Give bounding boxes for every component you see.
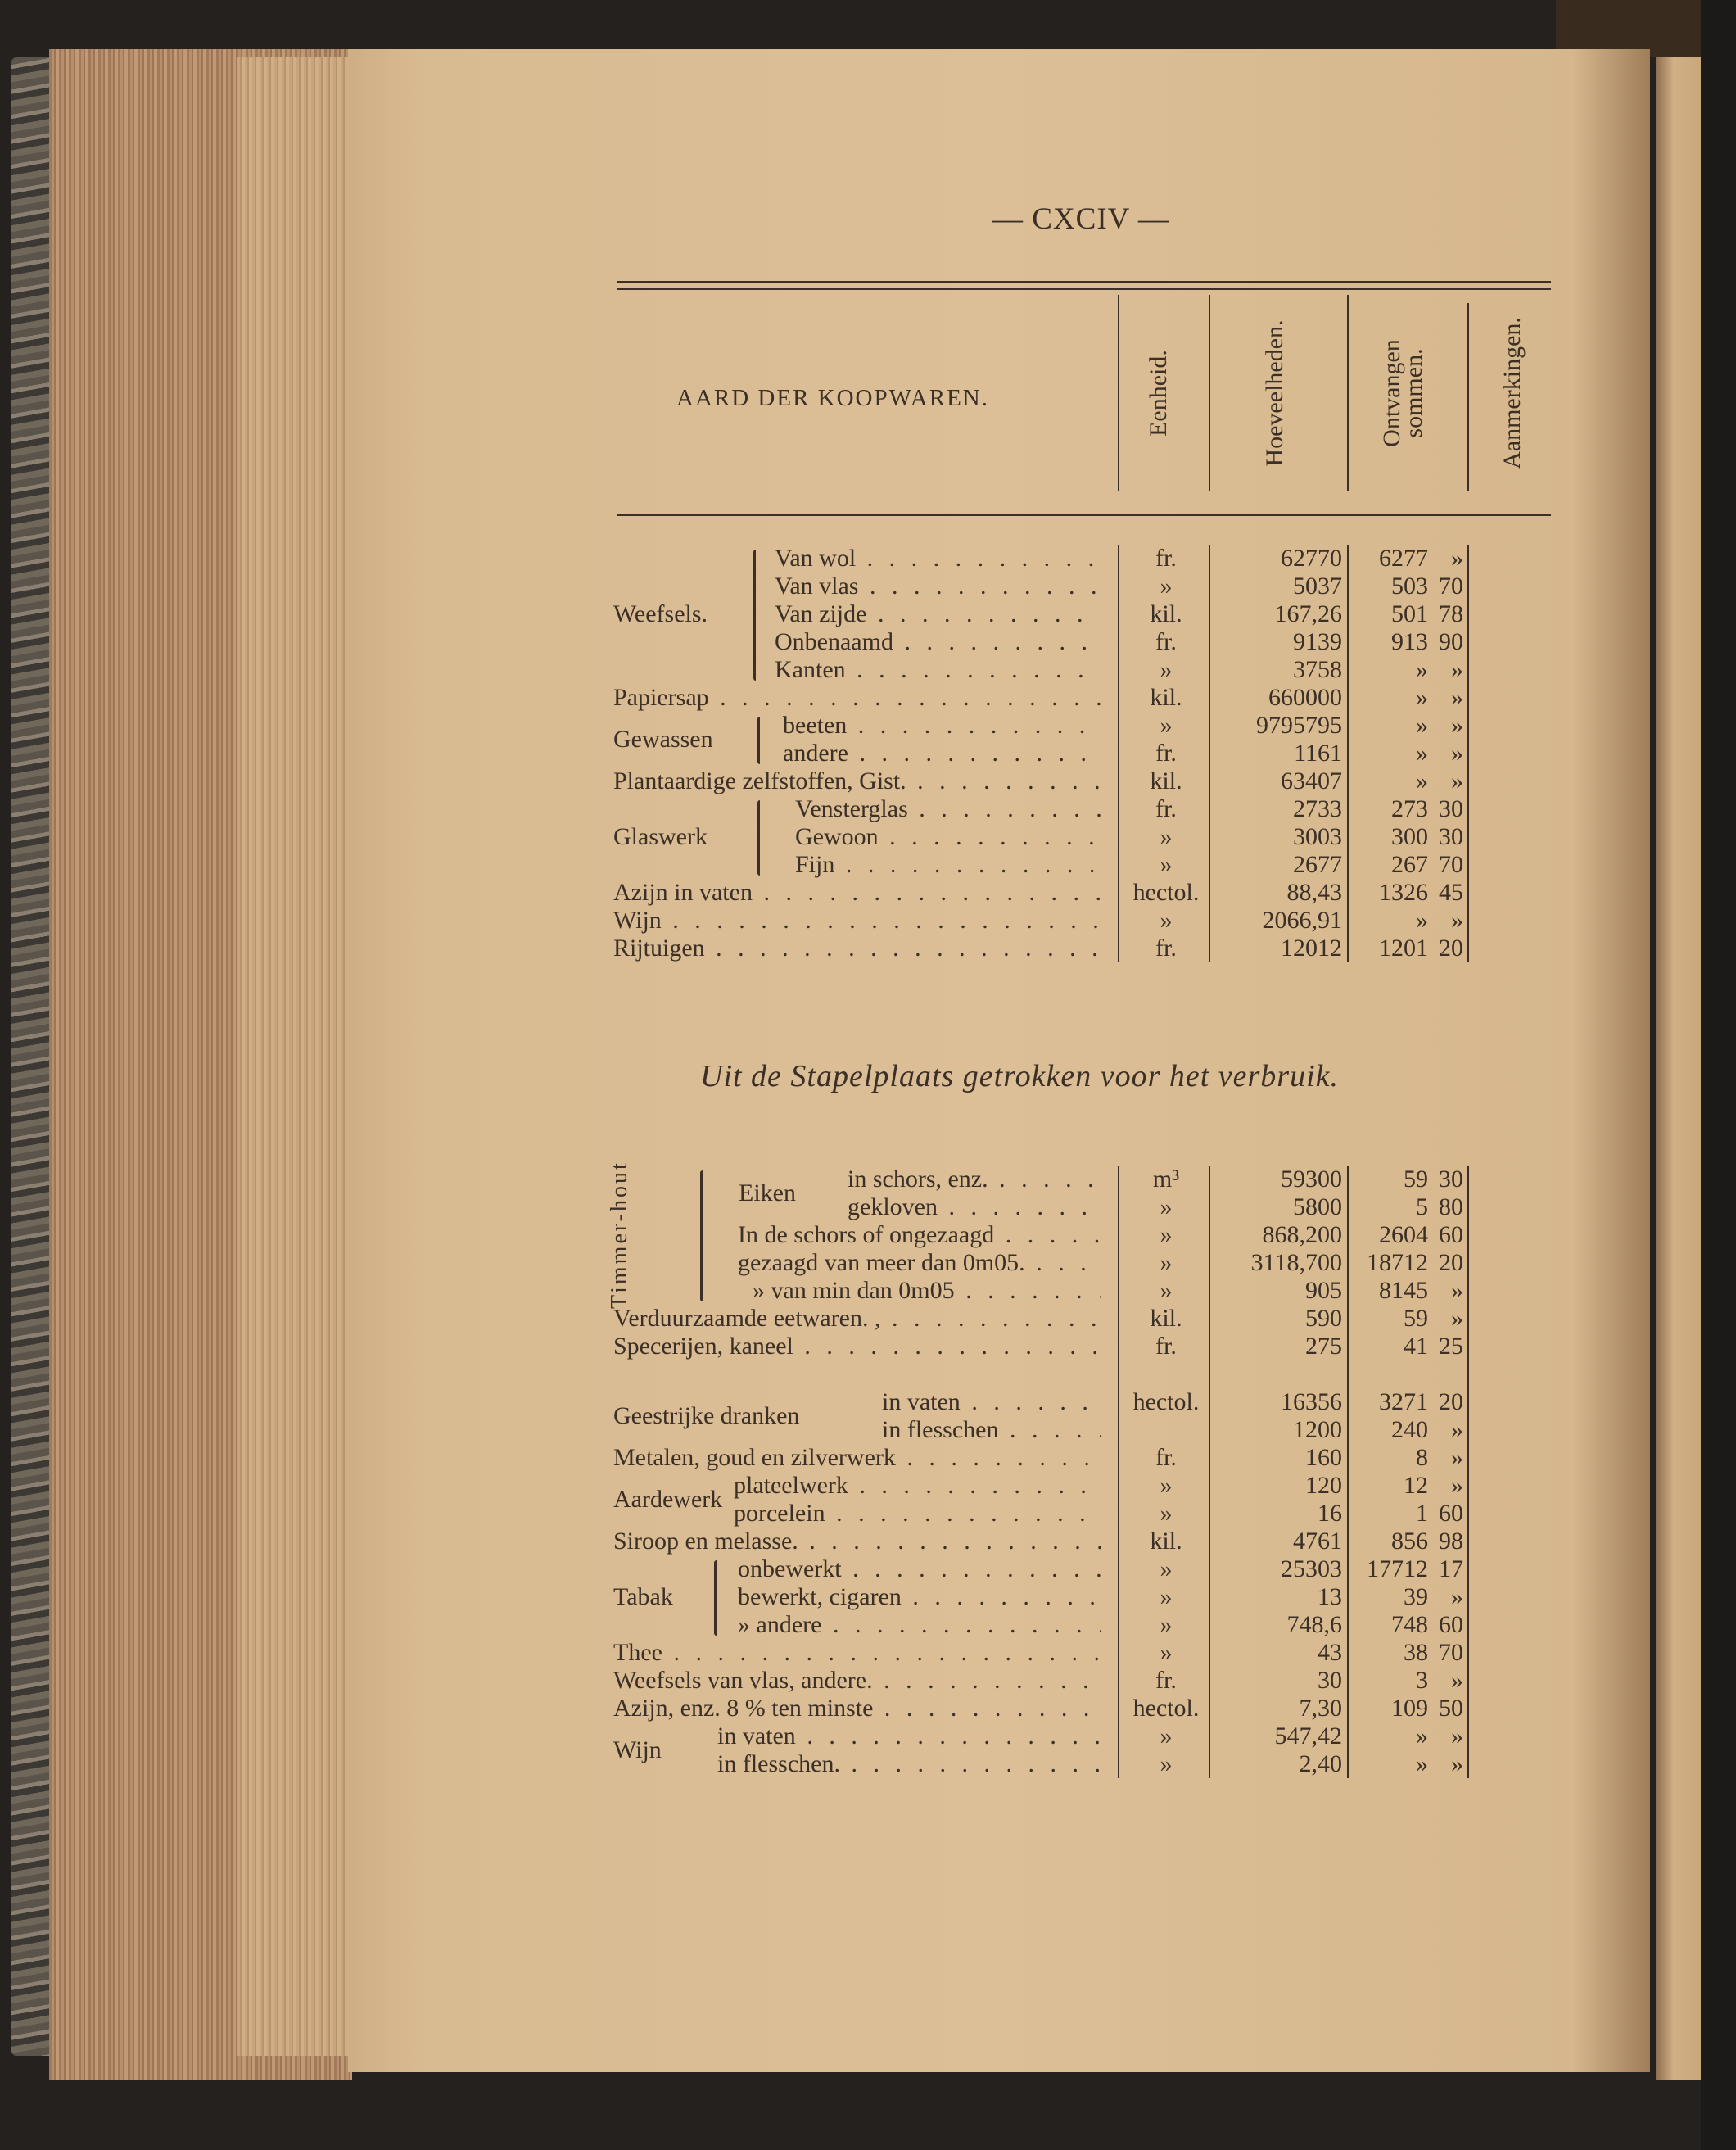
table-row xyxy=(613,1695,1473,1722)
row-label: Van wol . . . xyxy=(775,545,1101,573)
row-quantity: 2733 xyxy=(1293,795,1342,822)
row-sum-francs: 1326 xyxy=(1379,879,1428,906)
row-label: gezaagd van meer dan 0m05. . . . xyxy=(738,1249,1101,1277)
facing-page xyxy=(1656,57,1701,2080)
header-quantity: Hoeveelheden. xyxy=(1261,319,1288,467)
row-unit: kil. xyxy=(1150,600,1182,627)
group-label: Tabak xyxy=(613,1583,673,1610)
table-row xyxy=(613,879,1473,907)
row-sum-francs: 38 xyxy=(1404,1639,1428,1666)
table-row xyxy=(613,712,1473,740)
row-sum-francs: 17712 xyxy=(1367,1555,1428,1582)
row-unit: m³ xyxy=(1152,1166,1180,1193)
background-edge xyxy=(1701,0,1736,2150)
table-row xyxy=(613,1360,1473,1388)
row-quantity: 9795795 xyxy=(1256,712,1342,739)
row-label: in schors, enz. . . . xyxy=(848,1166,1101,1193)
row-unit: fr. xyxy=(1155,740,1177,767)
row-unit: » xyxy=(1160,1583,1173,1610)
row-label: in flesschen. . . . xyxy=(717,1750,1101,1778)
row-sum-cents: » xyxy=(1451,740,1463,767)
page-edges-inner xyxy=(237,57,352,2056)
row-sum-cents: 20 xyxy=(1439,1249,1463,1276)
row-unit: » xyxy=(1160,1249,1173,1276)
row-sum-cents: » xyxy=(1451,1750,1463,1777)
header-sums-2: sommen. xyxy=(1400,348,1427,438)
row-sum-francs: » xyxy=(1416,767,1428,794)
row-sum-cents: » xyxy=(1451,712,1463,739)
row-sum-francs: 3 xyxy=(1416,1667,1428,1694)
row-sum-francs: 2604 xyxy=(1379,1221,1428,1248)
row-sum-francs: » xyxy=(1416,656,1428,683)
row-sum-cents: » xyxy=(1451,767,1463,794)
row-sum-cents: 30 xyxy=(1439,795,1463,822)
row-sum-cents: 70 xyxy=(1439,1639,1463,1666)
header-remarks: Aanmerkingen. xyxy=(1499,317,1526,469)
table-row xyxy=(613,684,1473,712)
row-sum-francs: » xyxy=(1416,1722,1428,1749)
row-unit: » xyxy=(1160,1500,1173,1527)
row-unit: » xyxy=(1160,851,1173,878)
col-divider xyxy=(1209,295,1210,491)
row-sum-francs: 6277 xyxy=(1379,545,1428,572)
header-bottom-rule xyxy=(617,514,1551,516)
row-sum-cents: 50 xyxy=(1439,1695,1463,1722)
row-sum-cents: 17 xyxy=(1439,1555,1463,1582)
row-label: Fijn . . . xyxy=(795,851,1101,879)
row-sum-francs: 1 xyxy=(1416,1500,1428,1527)
table-row xyxy=(613,1555,1473,1583)
header-top-rule xyxy=(617,281,1551,283)
row-quantity: 3003 xyxy=(1293,823,1342,850)
row-quantity: 9139 xyxy=(1293,628,1342,655)
row-label: in vaten . . . xyxy=(882,1388,1101,1416)
page-number: — CXCIV — xyxy=(992,202,1169,236)
table-row xyxy=(613,1333,1473,1360)
group-brace xyxy=(757,800,760,876)
row-quantity: 30 xyxy=(1318,1667,1342,1694)
table-row xyxy=(613,573,1473,600)
table-row xyxy=(613,1722,1473,1750)
row-quantity: 25303 xyxy=(1281,1555,1342,1582)
row-unit: fr. xyxy=(1155,545,1177,572)
row-unit: kil. xyxy=(1150,767,1182,794)
row-unit: » xyxy=(1160,1555,1173,1582)
row-quantity: 88,43 xyxy=(1286,879,1342,906)
group-label: Wijn xyxy=(613,1736,662,1763)
row-sum-francs: » xyxy=(1416,907,1428,934)
group-brace xyxy=(757,717,760,764)
row-sum-francs: 856 xyxy=(1391,1528,1428,1555)
row-unit: » xyxy=(1160,1639,1173,1666)
row-sum-francs: 748 xyxy=(1391,1611,1428,1638)
table-row xyxy=(613,1639,1473,1667)
row-unit: hectol. xyxy=(1132,1695,1200,1722)
row-sum-francs: » xyxy=(1416,1750,1428,1777)
col-divider xyxy=(1347,295,1349,491)
row-label: Papiersap . . . xyxy=(613,684,1101,712)
row-sum-francs: 41 xyxy=(1404,1333,1428,1360)
table-row xyxy=(613,600,1473,628)
row-unit: » xyxy=(1160,1722,1173,1749)
table-row xyxy=(613,1667,1473,1695)
row-quantity: 5800 xyxy=(1293,1193,1342,1220)
row-quantity: 868,200 xyxy=(1262,1221,1342,1248)
row-unit: kil. xyxy=(1150,684,1182,711)
row-unit: » xyxy=(1160,1611,1173,1638)
row-label: Van vlas . . . xyxy=(775,573,1101,600)
row-sum-francs: 267 xyxy=(1391,851,1428,878)
row-label: beeten . . . xyxy=(783,712,1101,740)
row-sum-cents: » xyxy=(1451,656,1463,683)
row-sum-francs: 18712 xyxy=(1367,1249,1428,1276)
row-sum-cents: 98 xyxy=(1439,1528,1463,1555)
row-label: Vensterglas . . . xyxy=(795,795,1101,823)
row-sum-cents: 20 xyxy=(1439,935,1463,962)
row-sum-francs: 5 xyxy=(1416,1193,1428,1220)
table-row xyxy=(613,1611,1473,1639)
row-sum-cents: 78 xyxy=(1439,600,1463,627)
row-quantity: 62770 xyxy=(1281,545,1342,572)
row-unit: » xyxy=(1160,1472,1173,1499)
row-sum-cents: » xyxy=(1451,684,1463,711)
row-label: Gewoon . . . xyxy=(795,823,1101,851)
table-row xyxy=(613,1221,1473,1249)
row-quantity: 547,42 xyxy=(1274,1722,1342,1749)
row-label: Weefsels van vlas, andere. . . . xyxy=(613,1667,1101,1695)
row-label: Metalen, goud en zilverwerk . . . xyxy=(613,1444,1101,1472)
row-sum-francs: 8145 xyxy=(1379,1277,1428,1304)
row-quantity: 7,30 xyxy=(1299,1695,1342,1722)
row-sum-francs: » xyxy=(1416,712,1428,739)
row-unit: » xyxy=(1160,1277,1173,1304)
group-label: Glaswerk xyxy=(613,823,708,850)
table-row xyxy=(613,1750,1473,1778)
table-row xyxy=(613,823,1473,851)
group-label: Timmer-hout xyxy=(607,1161,632,1309)
row-unit: fr. xyxy=(1155,935,1177,962)
row-sum-cents: 30 xyxy=(1439,823,1463,850)
row-quantity: 905 xyxy=(1305,1277,1342,1304)
row-sum-francs: 300 xyxy=(1391,823,1428,850)
table-row xyxy=(613,851,1473,879)
row-sum-cents: 80 xyxy=(1439,1193,1463,1220)
row-quantity: 2677 xyxy=(1293,851,1342,878)
table-row xyxy=(613,545,1473,573)
row-label: Azijn in vaten . . . xyxy=(613,879,1101,907)
row-sum-cents: » xyxy=(1451,545,1463,572)
group-label: Aardewerk xyxy=(613,1486,723,1513)
row-quantity: 167,26 xyxy=(1274,600,1342,627)
row-quantity: 2,40 xyxy=(1299,1750,1342,1777)
group-brace xyxy=(714,1560,717,1636)
row-unit: kil. xyxy=(1150,1305,1182,1332)
row-quantity: 748,6 xyxy=(1286,1611,1342,1638)
table-row xyxy=(613,935,1473,962)
row-sum-cents: » xyxy=(1451,1416,1463,1443)
row-quantity: 63407 xyxy=(1281,767,1342,794)
group-brace xyxy=(753,550,756,681)
row-unit: fr. xyxy=(1155,1667,1177,1694)
row-label: » van min dan 0m05 . . . xyxy=(753,1277,1101,1305)
row-sum-cents: 60 xyxy=(1439,1611,1463,1638)
row-sum-cents: » xyxy=(1451,1722,1463,1749)
row-sum-francs: 503 xyxy=(1391,573,1428,600)
row-unit: hectol. xyxy=(1132,1388,1200,1415)
row-quantity: 1161 xyxy=(1294,740,1342,767)
header-unit: Eenheid. xyxy=(1145,350,1172,437)
row-label: Rijtuigen . . . xyxy=(613,935,1101,962)
row-quantity: 4761 xyxy=(1293,1528,1342,1555)
row-label: porcelein . . . xyxy=(734,1500,1101,1528)
row-unit: » xyxy=(1160,1221,1173,1248)
row-quantity: 16356 xyxy=(1281,1388,1342,1415)
row-quantity: 660000 xyxy=(1268,684,1342,711)
col-divider xyxy=(1467,303,1469,491)
row-quantity: 43 xyxy=(1318,1639,1342,1666)
row-sum-francs: » xyxy=(1416,740,1428,767)
row-unit: hectol. xyxy=(1132,879,1200,906)
row-unit: » xyxy=(1160,823,1173,850)
row-label: Siroop en melasse. . . . xyxy=(613,1528,1101,1555)
section-2-title: Uit de Stapelplaats getrokken voor het verbruik. xyxy=(700,1059,1340,1093)
row-label: bewerkt, cigaren . . . xyxy=(738,1583,1101,1611)
row-sum-francs: 59 xyxy=(1404,1166,1428,1193)
row-sum-francs: 8 xyxy=(1416,1444,1428,1471)
row-label: Van zijde . . . xyxy=(775,600,1101,628)
table-row xyxy=(613,740,1473,767)
row-sum-cents: » xyxy=(1451,907,1463,934)
row-sum-francs: 12 xyxy=(1404,1472,1428,1499)
row-sum-cents: » xyxy=(1451,1444,1463,1471)
row-quantity: 3758 xyxy=(1293,656,1342,683)
row-label: andere . . . xyxy=(783,740,1101,767)
table-row xyxy=(613,656,1473,684)
row-quantity: 16 xyxy=(1318,1500,1342,1527)
row-label: Onbenaamd . . . xyxy=(775,628,1101,656)
row-unit: fr. xyxy=(1155,1444,1177,1471)
row-sum-cents: » xyxy=(1451,1472,1463,1499)
row-quantity: 1200 xyxy=(1293,1416,1342,1443)
row-quantity: 160 xyxy=(1305,1444,1342,1471)
table-row xyxy=(613,1444,1473,1472)
row-unit: fr. xyxy=(1155,795,1177,822)
row-quantity: 120 xyxy=(1305,1472,1342,1499)
row-unit: » xyxy=(1160,712,1173,739)
row-label: Plantaardige zelfstoffen, Gist. . . . xyxy=(613,767,1101,795)
row-sum-francs: 273 xyxy=(1391,795,1428,822)
table-row xyxy=(613,628,1473,656)
row-sum-cents: 25 xyxy=(1439,1333,1463,1360)
row-unit: fr. xyxy=(1155,1333,1177,1360)
row-quantity: 275 xyxy=(1305,1333,1342,1360)
row-sum-cents: 30 xyxy=(1439,1166,1463,1193)
row-sum-cents: 60 xyxy=(1439,1500,1463,1527)
row-label: in flesschen . . . xyxy=(882,1416,1101,1444)
group-label: Eiken xyxy=(739,1179,796,1206)
row-unit: kil. xyxy=(1150,1528,1182,1555)
group-label: Weefsels. xyxy=(613,600,708,627)
row-sum-francs: 3271 xyxy=(1379,1388,1428,1415)
row-sum-francs: 109 xyxy=(1391,1695,1428,1722)
header-top-rule-2 xyxy=(617,288,1551,290)
row-unit: » xyxy=(1160,1750,1173,1777)
col-divider xyxy=(1118,295,1119,491)
row-label: Azijn, enz. 8 % ten minste . . . xyxy=(613,1695,1101,1722)
table-row xyxy=(613,1500,1473,1528)
row-quantity: 13 xyxy=(1318,1583,1342,1610)
row-sum-francs: 1201 xyxy=(1379,935,1428,962)
row-label: Wijn . . . xyxy=(613,907,1101,935)
group-brace xyxy=(700,1170,703,1301)
table-row xyxy=(613,1528,1473,1555)
row-quantity: 590 xyxy=(1305,1305,1342,1332)
table-row xyxy=(613,1249,1473,1277)
table-row xyxy=(613,767,1473,795)
row-sum-cents: 20 xyxy=(1439,1388,1463,1415)
row-sum-cents: 60 xyxy=(1439,1221,1463,1248)
row-sum-francs: 913 xyxy=(1391,628,1428,655)
row-quantity: 2066,91 xyxy=(1262,907,1342,934)
row-sum-cents: 45 xyxy=(1439,879,1463,906)
row-unit: fr. xyxy=(1155,628,1177,655)
row-unit: » xyxy=(1160,656,1173,683)
row-label: Kanten . . . xyxy=(775,656,1101,684)
table-row xyxy=(613,1305,1473,1333)
row-label: In de schors of ongezaagd . . . xyxy=(738,1221,1101,1249)
row-sum-cents: 90 xyxy=(1439,628,1463,655)
row-sum-cents: 70 xyxy=(1439,851,1463,878)
row-sum-francs: 501 xyxy=(1391,600,1428,627)
table-row xyxy=(613,907,1473,935)
row-unit: » xyxy=(1160,573,1173,600)
header-sums-1: Ontvangen xyxy=(1378,339,1405,447)
table-row xyxy=(613,1583,1473,1611)
row-sum-francs: 59 xyxy=(1404,1305,1428,1332)
group-label: Geestrijke dranken xyxy=(613,1402,800,1429)
row-quantity: 59300 xyxy=(1281,1166,1342,1193)
table-row xyxy=(613,795,1473,823)
row-sum-francs: » xyxy=(1416,684,1428,711)
row-label: gekloven . . . xyxy=(848,1193,1101,1221)
row-sum-cents: » xyxy=(1451,1305,1463,1332)
row-label: Verduurzaamde eetwaren. , . . . xyxy=(613,1305,1101,1333)
header-goods: AARD DER KOOPWAREN. xyxy=(676,385,989,411)
row-quantity: 5037 xyxy=(1293,573,1342,600)
row-sum-cents: » xyxy=(1451,1277,1463,1304)
row-sum-francs: 240 xyxy=(1391,1416,1428,1443)
group-label: Gewassen xyxy=(613,726,713,753)
row-quantity: 3118,700 xyxy=(1250,1249,1342,1276)
row-quantity: 12012 xyxy=(1281,935,1342,962)
row-sum-cents: » xyxy=(1451,1667,1463,1694)
table-row xyxy=(613,1277,1473,1305)
row-label: Specerijen, kaneel . . . xyxy=(613,1333,1101,1360)
row-label: Thee . . . xyxy=(613,1639,1101,1667)
row-label: in vaten . . . xyxy=(717,1722,1101,1750)
row-sum-cents: » xyxy=(1451,1583,1463,1610)
row-sum-cents: 70 xyxy=(1439,573,1463,600)
row-label: onbewerkt . . . xyxy=(738,1555,1101,1583)
table-row xyxy=(613,1472,1473,1500)
row-unit: » xyxy=(1160,907,1173,934)
row-label: » andere . . . xyxy=(738,1611,1101,1639)
row-sum-francs: 39 xyxy=(1404,1583,1428,1610)
row-label: plateelwerk . . . xyxy=(734,1472,1101,1500)
row-unit: » xyxy=(1160,1193,1173,1220)
